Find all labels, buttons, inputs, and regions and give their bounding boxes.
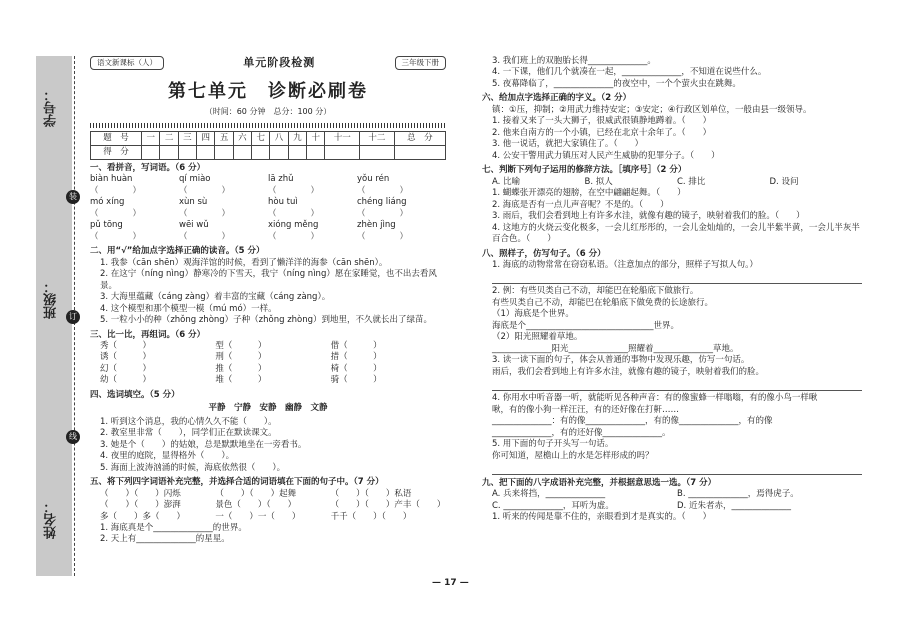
idiom-option[interactable]: C. ______________，耳听为虚。 [492, 500, 614, 511]
idiom-blank[interactable]: （ ）（ ）私语 [330, 488, 412, 499]
answer-blank[interactable]: （ ） [90, 231, 142, 242]
pinyin-text: pǔ tōng [90, 220, 123, 231]
score-cell[interactable] [325, 145, 360, 159]
section-2-item: 1. 我参（cān shēn）观海洋馆的时候，看到了懒洋洋的海参（cān shēn）。 [100, 257, 388, 268]
section-1-title: 一、看拼音，写词语。（6 分） [90, 162, 206, 173]
score-header-cell: 十一 [325, 131, 360, 145]
example-sentence: 你可知道，屋檐山上的水是怎样形成的吗？ [492, 450, 654, 461]
option: C. 排比 [677, 176, 706, 187]
compare-word[interactable]: 椅（ ） [330, 363, 382, 374]
score-header-cell: 七 [252, 131, 270, 145]
example-sentence: 啾，有的像小狗一样汪汪，有的还好像在打鼾…… [492, 404, 680, 415]
score-header-cell: 五 [215, 131, 233, 145]
section-5-title: 五、将下列四字词语补充完整，并选择合适的词语填在下面的句子中。（7 分） [90, 477, 384, 488]
section-5-item: 3. 我们班上的双胞胎长得______________。 [492, 56, 656, 66]
score-header-cell: 一 [142, 131, 160, 145]
idiom-blank[interactable]: 一（ ）一（ ） [215, 511, 301, 522]
score-cell[interactable] [288, 145, 306, 159]
answer-blank[interactable]: （ ） [357, 208, 409, 219]
compare-word[interactable]: 措（ ） [330, 352, 382, 363]
fill-line[interactable]: ______________，有的还好像______________。 [492, 427, 671, 438]
section-8-title: 八、照样子，仿写句子。（6 分） [482, 248, 606, 259]
answer-line[interactable] [492, 273, 862, 284]
answer-row [90, 232, 446, 243]
word-choices: 平静 宁静 安静 幽静 文静 [208, 403, 328, 414]
score-cell[interactable] [307, 145, 325, 159]
answer-blank[interactable]: （ ） [90, 208, 142, 219]
section-8-question: 1. 海底的动物常常在窃窃私语。（注意加点的部分，照样子写拟人句。） [492, 259, 758, 270]
compare-word[interactable]: 诱（ ） [100, 352, 152, 363]
definition-line: 镇：①压，抑制；②用武力维持安定；③安定；④行政区划单位，一般由县一级领导。 [492, 104, 812, 115]
student-id-label: 学号： [44, 88, 59, 127]
section-7-title: 七、判断下列句子运用的修辞方法。［填序号］（2 分） [482, 165, 687, 176]
section-8-question: 2. 例：有些贝类自己不动，却能巴在轮船底下做旅行。 [492, 286, 699, 297]
idiom-blank[interactable]: 千千（ ）（ ） [330, 511, 412, 522]
section-4-item: 3. 她是个（ ）的姑娘，总是默默地坐在一旁看书。 [100, 439, 307, 450]
example-sentence: 有些贝类自己不动，却能巴在轮船底下做免费的长途旅行。 [492, 297, 714, 308]
idiom-grid [90, 489, 446, 523]
compare-word[interactable]: 刑（ ） [215, 352, 267, 363]
compare-word[interactable]: 秀（ ） [100, 340, 152, 351]
option: D. 设问 [769, 176, 799, 187]
section-4-item: 5. 海面上波涛汹涌的时候，海底依然很（ ）。 [100, 462, 286, 473]
section-4-item: 1. 听到这个消息，我的心情久久不能（ ）。 [100, 416, 277, 427]
pinyin-text: hòu tuì [268, 197, 298, 208]
idiom-option[interactable]: B. ______________，焉得虎子。 [677, 489, 799, 500]
cut-mark: 线 [66, 430, 80, 444]
pinyin-text: biàn huàn [90, 174, 133, 185]
section-8-question: 3. 读一读下面的句子，体会从普通的事物中发现乐趣，仿写一句话。 [492, 355, 750, 366]
section-5-item: 4. 一下课，他们几个就凑在一起，______________，不知道在说些什么。 [492, 67, 767, 78]
example-sentence: 雨后，我们会看到地上有许多水洼，就像有趣的镜子，映射着我们的脸。 [492, 366, 765, 377]
pinyin-text: xùn sù [179, 197, 208, 208]
score-header-cell: 题 号 [91, 131, 142, 145]
score-table [90, 131, 446, 160]
pinyin-text: xióng měng [268, 220, 319, 231]
score-cell[interactable] [233, 145, 251, 159]
score-header-cell: 三 [178, 131, 196, 145]
idiom-blank[interactable]: （ ）（ ）闪烁 [100, 488, 181, 499]
score-cell[interactable] [197, 145, 215, 159]
score-cell[interactable] [215, 145, 233, 159]
option: A. 比喻 [492, 176, 521, 187]
answer-blank[interactable]: （ ） [179, 185, 231, 196]
idiom-blank[interactable]: 景色（ ）（ ） [215, 500, 297, 511]
compare-word[interactable]: 推（ ） [215, 363, 267, 374]
section-2-item: 5. 一粒小小的种（zhǒng zhòng）子种（zhǒng zhòng）到地里，不久就长出了绿苗。 [100, 315, 433, 326]
section-5-item: 5. 夜幕降临了，______________的夜空中，一个个萤火虫在跳舞。 [492, 78, 741, 89]
pinyin-text: mó xíng [90, 197, 125, 208]
score-header-cell: 六 [233, 131, 251, 145]
section-7-item: 2. 海底是否有一点儿声音呢？不是的。（ ） [492, 199, 669, 210]
answer-line[interactable] [492, 464, 862, 475]
sub-question: （2）阳光照耀着草地。 [492, 332, 583, 343]
section-4-item: 4. 夜里的庭院，显得格外（ ）。 [100, 451, 235, 462]
score-cell[interactable] [394, 145, 445, 159]
compare-row [90, 364, 446, 375]
rhetoric-options [482, 177, 862, 188]
pinyin-text: qí miào [179, 174, 211, 185]
idiom-row [90, 489, 446, 500]
right-column [482, 56, 862, 524]
sub-question: （1）海底是个世界。 [492, 309, 574, 320]
name-label: 姓名： [44, 500, 59, 539]
header-bar [90, 56, 446, 71]
compare-word[interactable]: 型（ ） [215, 340, 267, 351]
class-label: 班级： [44, 280, 59, 319]
section-6-item: 1. 接着又来了一头大狮子，很威武很镇静地蹲着。（ ） [492, 116, 712, 127]
grade-tag: 三年级下册 [395, 56, 447, 70]
fill-line[interactable]: ______________阳光______________照耀着______________草地。 [492, 343, 739, 354]
decorative-stripe [90, 123, 446, 128]
pinyin-text: zhèn jìng [357, 220, 396, 231]
section-6-item: 3. 他一说话，就把大家镇住了。（ ） [492, 139, 644, 150]
score-header-cell: 八 [270, 131, 288, 145]
score-cell[interactable] [178, 145, 196, 159]
fill-line[interactable]: ______________：有的像______________，有的像______________，有的像 [492, 416, 773, 427]
compare-word[interactable]: 幼（ ） [100, 375, 152, 386]
section-9-title: 九、把下面的八字成语补充完整，并根据意思选一选。（7 分） [482, 478, 717, 488]
section-8-question: 4. 你用水中听音器一听，就能听见各种声音：有的像蜜蜂一样嗡嗡，有的像小鸟一样啾 [492, 393, 818, 404]
section-8-question: 5. 用下面的句子开头写一句话。 [492, 439, 614, 450]
score-header-cell: 二 [160, 131, 178, 145]
pinyin-row [90, 174, 446, 185]
answer-blank[interactable]: （ ） [179, 231, 231, 242]
section-6-item: 4. 公安干警用武力镇压对人民产生威胁的犯罪分子。（ ） [492, 150, 720, 161]
score-header-row [91, 131, 446, 145]
score-header-cell: 十 [307, 131, 325, 145]
pinyin-text: wēi wǔ [179, 220, 209, 231]
idiom-row [482, 501, 862, 512]
idiom-option[interactable]: A. 兵来将挡，______________ [492, 489, 606, 500]
answer-blank[interactable]: （ ） [268, 231, 320, 242]
idiom-row [90, 512, 446, 523]
answer-blank[interactable]: （ ） [90, 185, 142, 196]
page-subtitle: （时间：60 分钟 总分：100 分） [204, 107, 332, 117]
compare-row [90, 352, 446, 363]
section-4-item: 2. 教室里非常（ ），同学们正在默读课文。 [100, 428, 277, 439]
section-2-item: 3. 大海里蕴藏（cáng zàng）着丰富的宝藏（cáng zàng）。 [100, 292, 331, 303]
answer-blank[interactable]: （ ） [179, 208, 231, 219]
answer-blank[interactable]: （ ） [357, 231, 409, 242]
idiom-blank[interactable]: （ ）（ ）澎湃 [100, 500, 181, 511]
answer-blank[interactable]: （ ） [268, 208, 320, 219]
section-4-title: 四、选词填空。（5 分） [90, 389, 180, 400]
section-3-title: 三、比一比，再组词。（6 分） [90, 329, 206, 340]
section-7-item: 3. 雨后，我们会看到地上有许多水洼，就像有趣的镜子，映射着我们的脸。（ ） [492, 211, 805, 222]
idiom-row [90, 500, 446, 511]
score-cell[interactable] [142, 145, 160, 159]
section-6-title: 六、给加点字选择正确的字义。（2 分） [482, 93, 632, 104]
idiom-row [482, 489, 862, 500]
section-6-item: 2. 他来自南方的一个小镇，已经在北京十余年了。（ ） [492, 127, 712, 138]
score-header-cell: 九 [288, 131, 306, 145]
answer-blank[interactable]: （ ） [268, 185, 320, 196]
section-2-item: 2. 在这宁（níng nìng）静寒冷的下雪天，我宁（níng nìng）愿在家睡觉，也不出去看风景。 [100, 269, 437, 291]
idiom-blank[interactable]: （ ）（ ）产丰（ ） [330, 500, 446, 511]
section-2-item: 4. 这个模型和那个模型一模（mú mó）一样。 [100, 303, 277, 314]
answer-blank[interactable]: （ ） [357, 185, 409, 196]
compare-word[interactable]: 堆（ ） [215, 375, 267, 386]
cut-mark: 订 [66, 310, 80, 324]
score-cell[interactable] [270, 145, 288, 159]
score-cell[interactable]: 得 分 [91, 145, 142, 159]
score-cell[interactable] [160, 145, 178, 159]
answer-row [90, 209, 446, 220]
score-cell[interactable] [360, 145, 395, 159]
section-5-item: 1. 海底真是个______________的世界。 [100, 523, 247, 533]
compare-word[interactable]: 幻（ ） [100, 363, 152, 374]
section-2-title: 二、用“√”给加点字选择正确的读音。（5 分） [90, 246, 265, 257]
answer-line[interactable] [492, 380, 862, 391]
idiom-option[interactable]: D. 近朱者赤，______________ [677, 500, 791, 511]
page-title: 第七单元 诊断必刷卷 [168, 80, 368, 102]
pinyin-text: yǒu rén [357, 174, 390, 185]
pinyin-row [90, 197, 446, 208]
page-number: — 17 — [432, 578, 469, 588]
pinyin-row [90, 220, 446, 231]
fill-line[interactable]: 海底是个______________________________世界。 [492, 320, 680, 331]
compare-words-grid [90, 341, 446, 387]
compare-row [90, 341, 446, 352]
answer-row [90, 186, 446, 197]
score-header-cell: 总 分 [394, 131, 445, 145]
section-9-item: 1. 听来的传闻是靠不住的，亲眼看到才是真实的。（ ） [492, 512, 712, 523]
section-7-item: 4. 这地方的火烧云变化极多，一会儿红彤彤的，一会儿金灿灿的，一会儿半紫半黄，一会儿半灰半百合色。（ ） [492, 222, 860, 245]
pinyin-text: lā zhǔ [268, 174, 294, 185]
compare-word[interactable]: 骑（ ） [330, 375, 382, 386]
score-header-cell: 十二 [360, 131, 395, 145]
score-value-row [91, 145, 446, 159]
cut-mark: 装 [66, 190, 80, 204]
unit-banner: 单元阶段检测 [243, 56, 316, 69]
compare-row [90, 375, 446, 386]
section-7-item: 1. 蝴蝶张开漂亮的翅膀，在空中翩翩起舞。（ ） [492, 188, 686, 199]
score-header-cell: 四 [197, 131, 215, 145]
pinyin-grid [90, 174, 446, 243]
compare-word[interactable]: 借（ ） [330, 340, 382, 351]
option: B. 拟人 [584, 176, 613, 187]
section-5-item: 2. 天上有______________的星星。 [100, 534, 230, 545]
idiom-blank[interactable]: （ ）（ ）起舞 [215, 488, 297, 499]
left-column [90, 56, 446, 546]
edition-tag: 语文新课标（人） [90, 56, 164, 70]
pinyin-text: chéng liáng [357, 197, 407, 208]
idiom-blank[interactable]: 多（ ）多（ ） [100, 511, 186, 522]
score-cell[interactable] [252, 145, 270, 159]
